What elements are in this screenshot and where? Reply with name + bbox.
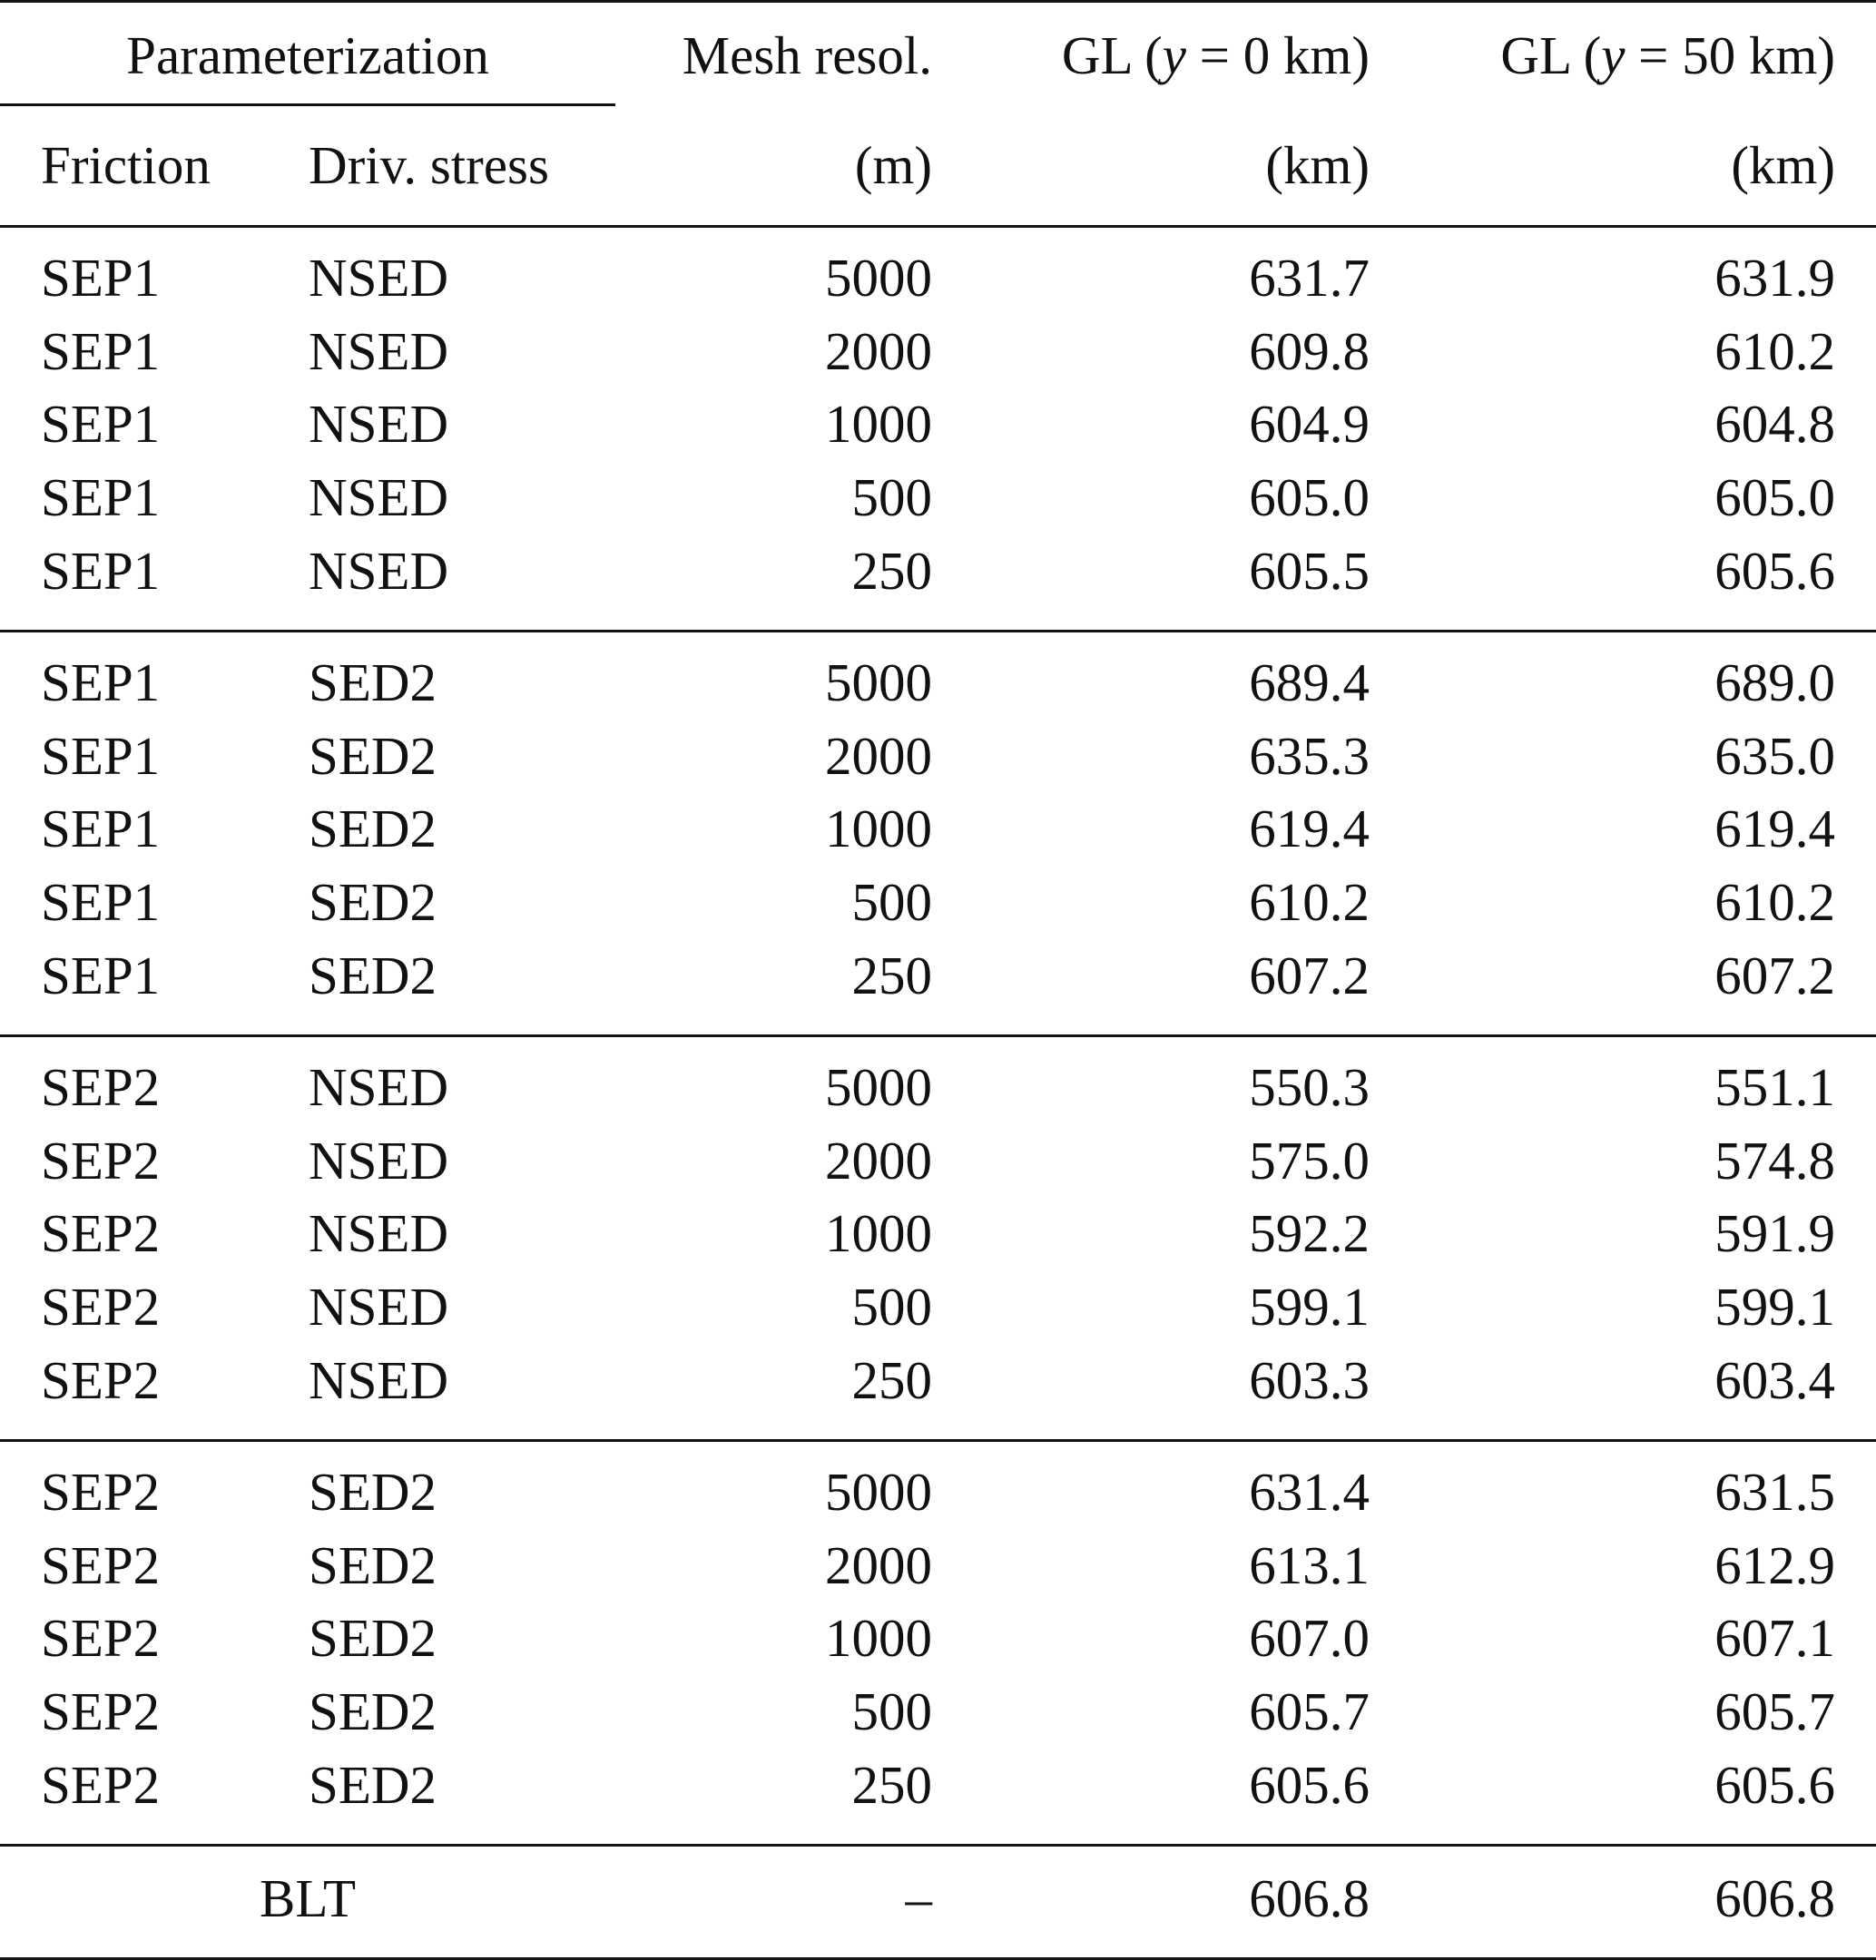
cell-gl-y0: 635.3	[1249, 725, 1370, 786]
cell-gl-y50: 610.2	[1714, 320, 1835, 381]
cell-mesh-resol: 5000	[825, 248, 932, 308]
cell-gl-y50: 605.7	[1714, 1681, 1835, 1742]
cell-gl-y0: 575.0	[1249, 1130, 1370, 1191]
group-rule	[0, 1844, 1876, 1847]
cell-friction: SEP2	[41, 1277, 161, 1338]
cell-gl-y0: 605.6	[1249, 1754, 1370, 1815]
blt-mesh: –	[905, 1868, 932, 1928]
cell-friction: SEP2	[41, 1349, 161, 1410]
cell-driv-stress: SED2	[309, 1462, 437, 1522]
cell-mesh-resol: 5000	[825, 1462, 932, 1522]
cell-driv-stress: SED2	[309, 945, 437, 1005]
cell-gl-y50: 619.4	[1714, 799, 1835, 859]
cell-friction: SEP2	[41, 1754, 161, 1815]
header-gl-y0	[1062, 24, 1370, 87]
cell-gl-y0: 592.2	[1249, 1203, 1370, 1264]
cell-friction: SEP1	[41, 872, 161, 933]
cell-gl-y50: 574.8	[1714, 1130, 1835, 1191]
cell-mesh-resol: 5000	[825, 1057, 932, 1117]
cell-gl-y0: 619.4	[1249, 799, 1370, 859]
cell-mesh-resol: 250	[851, 540, 932, 601]
cell-mesh-resol: 2000	[825, 725, 932, 786]
cell-mesh-resol: 1000	[825, 1203, 932, 1264]
cell-mesh-resol: 1000	[825, 799, 932, 859]
cell-driv-stress: NSED	[309, 248, 449, 308]
cell-friction: SEP2	[41, 1534, 161, 1595]
cell-gl-y50: 591.9	[1714, 1203, 1835, 1264]
cell-gl-y50: 607.2	[1714, 945, 1835, 1005]
cell-gl-y50: 605.0	[1714, 467, 1835, 528]
cell-gl-y0: 607.2	[1249, 945, 1370, 1005]
cell-gl-y0: 599.1	[1249, 1277, 1370, 1338]
header-gl-y50	[1500, 24, 1835, 87]
header-parameterization: Parameterization	[126, 25, 489, 85]
cell-gl-y0: 689.4	[1249, 652, 1370, 712]
top-rule	[0, 0, 1876, 3]
cell-mesh-resol: 250	[851, 1754, 932, 1815]
cell-driv-stress: SED2	[309, 652, 437, 712]
cell-gl-y0: 609.8	[1249, 320, 1370, 381]
cell-friction: SEP1	[41, 540, 161, 601]
cell-gl-y50: 603.4	[1714, 1349, 1835, 1410]
header-gl-y0-prefix: GL (	[1061, 25, 1163, 85]
cell-friction: SEP1	[41, 799, 161, 859]
cell-driv-stress: NSED	[309, 1057, 449, 1117]
cell-mesh-resol: 250	[851, 945, 932, 1005]
cell-friction: SEP1	[41, 725, 161, 786]
cell-mesh-resol: 1000	[825, 394, 932, 455]
group-rule	[0, 630, 1876, 632]
cell-gl-y0: 610.2	[1249, 872, 1370, 933]
cell-gl-y0: 613.1	[1249, 1534, 1370, 1595]
cell-driv-stress: NSED	[309, 1203, 449, 1264]
cell-driv-stress: NSED	[309, 467, 449, 528]
cell-mesh-resol: 500	[851, 1681, 932, 1742]
cell-driv-stress: NSED	[309, 1277, 449, 1338]
cell-mesh-resol: 500	[851, 872, 932, 933]
cell-friction: SEP2	[41, 1608, 161, 1669]
cell-gl-y0: 604.9	[1249, 394, 1370, 455]
parameterization-rule	[0, 103, 615, 106]
cell-driv-stress: SED2	[309, 725, 437, 786]
group-rule	[0, 1034, 1876, 1037]
cell-gl-y50: 610.2	[1714, 872, 1835, 933]
cell-gl-y0: 631.7	[1249, 248, 1370, 308]
header-gl-y50-suffix: = 50 km)	[1625, 25, 1835, 85]
cell-driv-stress: NSED	[309, 394, 449, 455]
cell-gl-y50: 605.6	[1714, 1754, 1835, 1815]
cell-friction: SEP1	[41, 652, 161, 712]
cell-gl-y50: 605.6	[1714, 540, 1835, 601]
blt-label: BLT	[259, 1868, 356, 1928]
header-driv-stress: Driv. stress	[309, 135, 549, 195]
cell-driv-stress: NSED	[309, 1349, 449, 1410]
cell-driv-stress: NSED	[309, 1130, 449, 1191]
cell-friction: SEP2	[41, 1130, 161, 1191]
header-gl-y0-var: y	[1162, 25, 1186, 85]
header-gl-y0-suffix: = 0 km)	[1185, 25, 1370, 85]
cell-gl-y50: 635.0	[1714, 725, 1835, 786]
cell-driv-stress: SED2	[309, 1534, 437, 1595]
cell-friction: SEP1	[41, 467, 161, 528]
cell-gl-y50: 599.1	[1714, 1277, 1835, 1338]
cell-driv-stress: SED2	[309, 1754, 437, 1815]
blt-gl-y50: 606.8	[1714, 1868, 1835, 1928]
header-gl-y50-var: y	[1601, 25, 1626, 85]
cell-driv-stress: SED2	[309, 799, 437, 859]
cell-mesh-resol: 250	[851, 1349, 932, 1410]
cell-gl-y50: 612.9	[1714, 1534, 1835, 1595]
cell-gl-y0: 550.3	[1249, 1057, 1370, 1117]
cell-gl-y0: 607.0	[1249, 1608, 1370, 1669]
blt-gl-y0: 606.8	[1249, 1868, 1370, 1928]
cell-mesh-resol: 2000	[825, 1534, 932, 1595]
cell-gl-y50: 607.1	[1714, 1608, 1835, 1669]
cell-friction: SEP2	[41, 1057, 161, 1117]
cell-gl-y0: 603.3	[1249, 1349, 1370, 1410]
cell-driv-stress: NSED	[309, 320, 449, 381]
cell-friction: SEP1	[41, 248, 161, 308]
cell-gl-y0: 605.7	[1249, 1681, 1370, 1742]
cell-driv-stress: SED2	[309, 1681, 437, 1742]
cell-friction: SEP2	[41, 1203, 161, 1264]
cell-driv-stress: SED2	[309, 1608, 437, 1669]
cell-driv-stress: NSED	[309, 540, 449, 601]
cell-gl-y50: 604.8	[1714, 394, 1835, 455]
cell-friction: SEP2	[41, 1462, 161, 1522]
cell-mesh-resol: 2000	[825, 1130, 932, 1191]
cell-gl-y0: 631.4	[1249, 1462, 1370, 1522]
group-rule	[0, 1439, 1876, 1442]
cell-friction: SEP1	[41, 320, 161, 381]
cell-mesh-resol: 1000	[825, 1608, 932, 1669]
cell-friction: SEP2	[41, 1681, 161, 1742]
cell-driv-stress: SED2	[309, 872, 437, 933]
cell-gl-y50: 551.1	[1714, 1057, 1835, 1117]
cell-gl-y50: 689.0	[1714, 652, 1835, 712]
header-friction: Friction	[41, 135, 211, 195]
cell-gl-y0: 605.0	[1249, 467, 1370, 528]
cell-mesh-resol: 500	[851, 1277, 932, 1338]
cell-gl-y50: 631.9	[1714, 248, 1835, 308]
cell-gl-y50: 631.5	[1714, 1462, 1835, 1522]
header-rule	[0, 225, 1876, 228]
cell-mesh-resol: 500	[851, 467, 932, 528]
cell-friction: SEP1	[41, 394, 161, 455]
header-mesh-unit: (m)	[854, 135, 932, 195]
header-gl-y0-unit: (km)	[1265, 135, 1370, 195]
cell-friction: SEP1	[41, 945, 161, 1005]
header-gl-y50-unit: (km)	[1731, 135, 1835, 195]
cell-gl-y0: 605.5	[1249, 540, 1370, 601]
cell-mesh-resol: 5000	[825, 652, 932, 712]
cell-mesh-resol: 2000	[825, 320, 932, 381]
header-gl-y50-prefix: GL (	[1500, 25, 1602, 85]
header-mesh-resol: Mesh resol.	[682, 25, 932, 85]
